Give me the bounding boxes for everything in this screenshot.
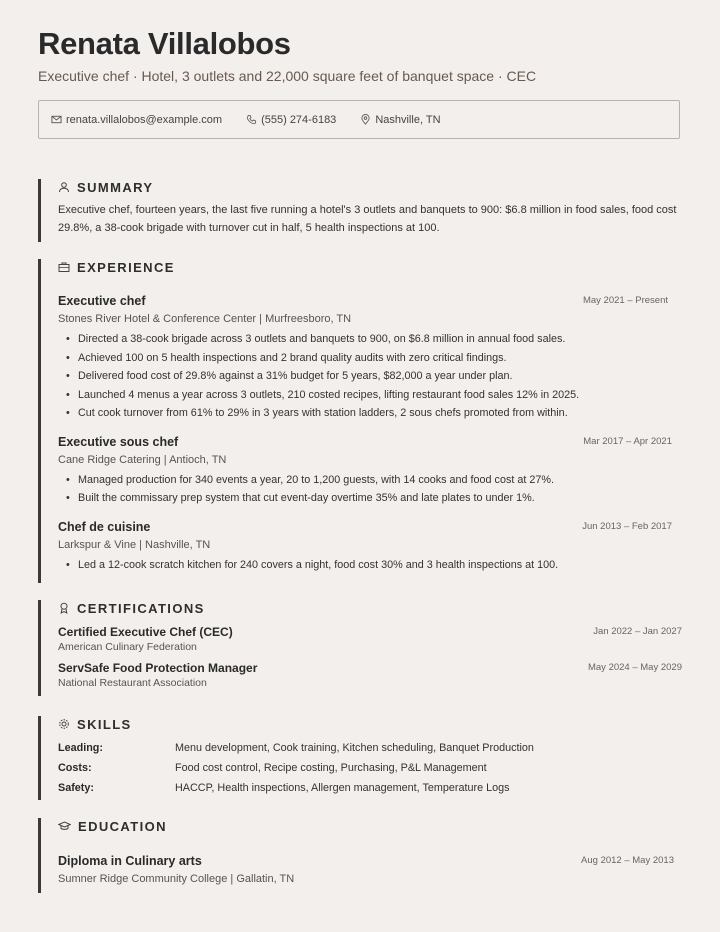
job-bullet: • Led a 12-cook scratch kitchen for 240 covers a night, food cost 30% and 3 health inspections at 100. (78, 556, 672, 575)
contact-bar (38, 100, 680, 139)
education-dates: Aug 2012 – May 2013 (581, 855, 674, 866)
skill-value: HACCP, Health inspections, Allergen management, Temperature Logs (175, 782, 510, 794)
candidate-tagline: Executive chef · Hotel, 3 outlets and 22,000 square feet of banquet space · CEC (38, 68, 537, 84)
job-dates: Mar 2017 – Apr 2021 (583, 435, 672, 447)
job-bullet: • Built the commissary prep system that cut event-day overtime 35% and late plates to under 1%. (78, 489, 672, 508)
job-bullets (58, 556, 672, 575)
mail-icon (51, 114, 62, 125)
user-icon (58, 181, 70, 193)
skills-heading-label: SKILLS (77, 716, 132, 732)
job-entry (58, 294, 668, 423)
job-title: Chef de cuisine (58, 519, 151, 534)
education-heading (58, 818, 698, 834)
job-title: Executive chef (58, 294, 146, 308)
summary-section (38, 179, 698, 242)
email-text: renata.villalobos@example.com (66, 113, 223, 126)
experience-heading-label: EXPERIENCE (77, 259, 175, 275)
job-bullet: • Directed a 38-cook brigade across 3 outlets and banquets to 900, on $6.8 million in annual food sales. (78, 330, 668, 349)
cert-issuer: National Restaurant Association (58, 677, 207, 689)
summary-text: Executive chef, fourteen years, the last five running a hotel's 3 outlets and banquets to 900: $6.8 million in food sales, food cost 29.8%, a 38-cook brigade with turnover cut in half, 5 health inspections at 100. (58, 204, 677, 234)
skills-heading (58, 716, 698, 732)
education-entry (58, 854, 674, 885)
map-pin-icon (360, 114, 371, 125)
job-org: Larkspur & Vine | Nashville, TN (58, 538, 211, 551)
job-bullet: • Achieved 100 on 5 health inspections and 2 brand quality audits with zero critical findings. (78, 349, 668, 368)
skills-table (58, 738, 698, 798)
job-bullets (58, 471, 672, 508)
job-bullet: • Launched 4 menus a year across 3 outlets, 210 costed recipes, lifting restaurant food sales 12% in 2025. (78, 386, 668, 405)
degree-name: Diploma in Culinary arts (58, 854, 202, 868)
summary-heading (58, 179, 698, 195)
summary-heading-label: SUMMARY (77, 179, 154, 195)
cert-dates: May 2024 – May 2029 (587, 662, 682, 673)
job-dates: Jun 2013 – Feb 2017 (582, 520, 672, 532)
skill-label: Leading: (58, 742, 103, 754)
experience-section (38, 259, 698, 583)
contact-location (360, 114, 440, 126)
job-bullets (58, 330, 668, 423)
certifications-section (38, 600, 698, 696)
job-title: Executive sous chef (58, 434, 179, 449)
job-org: Cane Ridge Catering | Antioch, TN (58, 453, 227, 466)
job-bullet: • Delivered food cost of 29.8% against a 31% budget for 5 years, $82,000 a year under plan. (78, 367, 668, 386)
job-org: Stones River Hotel & Conference Center | Murfreesboro, TN (58, 313, 352, 325)
job-dates: May 2021 – Present (582, 295, 668, 306)
award-icon (58, 602, 70, 614)
skill-label: Costs: (58, 762, 92, 774)
experience-heading (58, 259, 698, 275)
education-heading-label: EDUCATION (78, 818, 167, 834)
job-bullet: • Cut cook turnover from 61% to 29% in 3 years with station ladders, 2 sous chefs promoted from within. (78, 404, 668, 423)
location-text: Nashville, TN (375, 113, 441, 126)
skill-value: Food cost control, Recipe costing, Purchasing, P&L Management (175, 762, 487, 774)
skill-row (58, 738, 698, 758)
skills-section (38, 716, 698, 800)
education-section (38, 818, 698, 893)
skill-row (58, 758, 698, 778)
cert-entry (58, 661, 682, 689)
job-bullet: • Managed production for 340 events a year, 20 to 1,200 guests, with 14 cooks and food cost at 27%. (78, 471, 672, 490)
cert-issuer: American Culinary Federation (58, 641, 197, 653)
cert-entry (58, 625, 682, 653)
contact-phone[interactable] (246, 114, 336, 126)
gear-icon (58, 718, 70, 730)
cert-name: Certified Executive Chef (CEC) (58, 625, 233, 639)
skill-label: Safety: (58, 782, 95, 794)
job-entry (58, 520, 672, 575)
graduation-cap-icon (58, 820, 71, 832)
skill-row (58, 778, 698, 798)
briefcase-icon (58, 261, 70, 273)
cert-name: ServSafe Food Protection Manager (58, 661, 258, 675)
cert-dates: Jan 2022 – Jan 2027 (593, 626, 682, 637)
skill-value: Menu development, Cook training, Kitchen scheduling, Banquet Production (175, 742, 534, 754)
certifications-heading-label: CERTIFICATIONS (77, 600, 205, 616)
school-name: Sumner Ridge Community College | Gallatin, TN (58, 873, 295, 885)
contact-email[interactable] (51, 114, 222, 126)
certifications-heading (58, 600, 698, 616)
phone-icon (246, 114, 257, 125)
candidate-name: Renata Villalobos (38, 26, 291, 61)
job-entry (58, 435, 672, 508)
phone-text: (555) 274-6183 (261, 113, 337, 126)
